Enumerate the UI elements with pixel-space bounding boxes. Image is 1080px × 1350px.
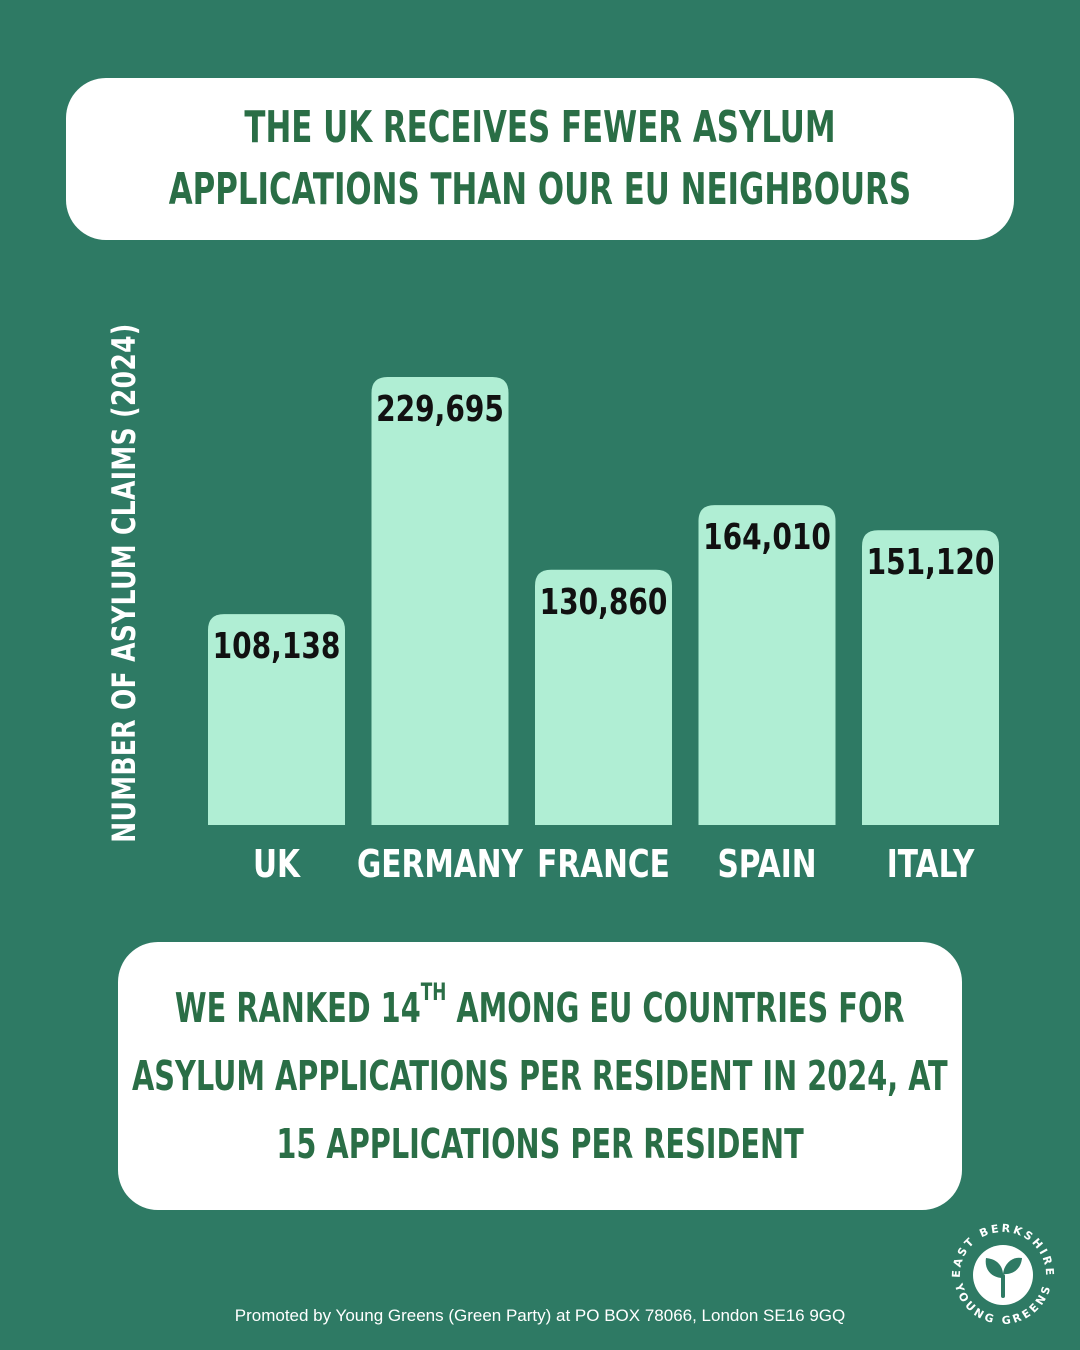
ranking-line-2: ASYLUM APPLICATIONS PER RESIDENT IN 2024, AT <box>132 1052 948 1100</box>
bar-germany <box>372 377 509 825</box>
footer-text: Promoted by Young Greens (Green Party) at PO BOX 78066, London SE16 9GQ <box>234 1306 846 1325</box>
ranking-ordinal-suffix: TH <box>420 978 447 1006</box>
ranking-line-1 <box>175 974 905 1042</box>
ranking-line-1-post: AMONG EU COUNTRIES FOR <box>446 984 905 1032</box>
title-line-2: APPLICATIONS THAN OUR EU NEIGHBOURS <box>168 164 912 215</box>
leaf-sprout-icon <box>973 1245 1033 1305</box>
value-label-france: 130,860 <box>539 580 668 623</box>
young-greens-logo <box>940 1212 1066 1338</box>
value-label-spain: 164,010 <box>703 515 831 559</box>
category-label-spain: SPAIN <box>717 842 817 888</box>
value-label-germany: 229,695 <box>376 387 504 430</box>
value-label-italy: 151,120 <box>866 540 995 584</box>
title-line-1: THE UK RECEIVES FEWER ASYLUM <box>244 102 836 153</box>
logo-top-text: EAST BERKSHIRE <box>949 1221 1057 1279</box>
category-label-france: FRANCE <box>537 842 670 888</box>
logo-bottom-text: YOUNG GREENS <box>951 1281 1055 1328</box>
category-label-germany: GERMANY <box>356 842 524 888</box>
ranking-line-3: 15 APPLICATIONS PER RESIDENT <box>276 1120 804 1168</box>
footer-imprint <box>0 1306 1080 1326</box>
category-label-uk: UK <box>252 842 301 888</box>
ranking-card <box>118 942 962 1210</box>
ranking-line-1-pre: WE RANKED 14 <box>175 984 421 1032</box>
category-label-italy: ITALY <box>886 842 975 888</box>
value-label-uk: 108,138 <box>212 624 341 668</box>
y-axis-label: NUMBER OF ASYLUM CLAIMS (2024) <box>105 322 143 843</box>
